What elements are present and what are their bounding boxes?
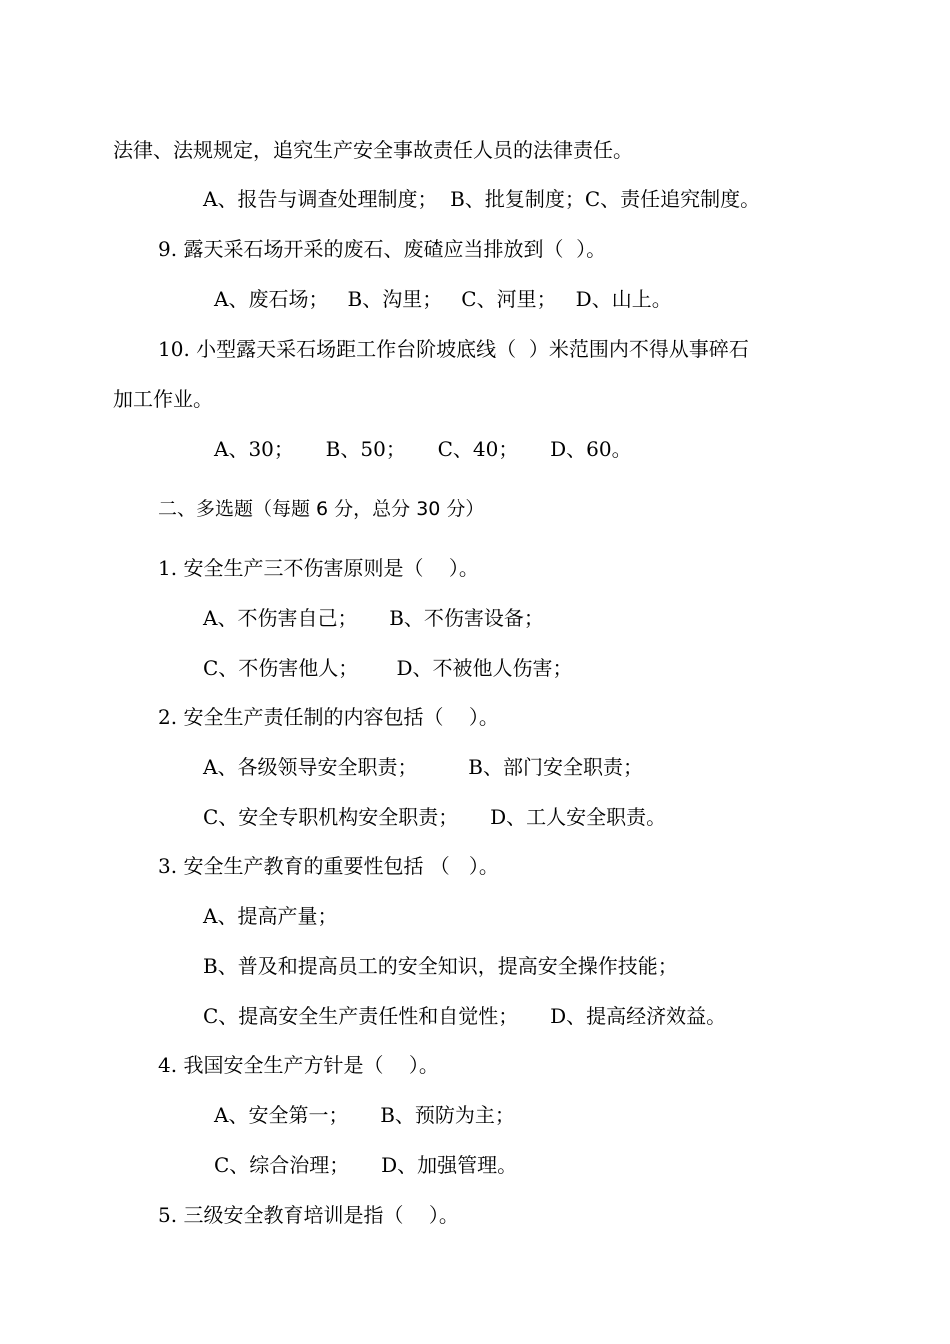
question-line: 5. 三级安全教育培训是指（ ）。 [158, 1203, 459, 1227]
option-line: A、废石场； B、沟里； C、河里； D、山上。 [214, 287, 672, 311]
option-line: A、提高产量； [203, 904, 338, 928]
option-line: C、安全专职机构安全职责； D、工人安全职责。 [203, 805, 667, 829]
question-line: 3. 安全生产教育的重要性包括 （ ）。 [158, 854, 499, 878]
question-line: 2. 安全生产责任制的内容包括（ ）。 [158, 705, 499, 729]
question-line: 1. 安全生产三不伤害原则是（ ）。 [158, 556, 479, 580]
option-line: C、不伤害他人； D、不被他人伤害； [203, 656, 573, 680]
question-line: 4. 我国安全生产方针是（ ）。 [158, 1053, 439, 1077]
option-line: A、安全第一； B、预防为主； [214, 1103, 515, 1127]
question-line: 10. 小型露天采石场距工作台阶坡底线（ ）米范围内不得从事碎石 [158, 337, 749, 361]
option-line: B、普及和提高员工的安全知识，提高安全操作技能； [203, 954, 678, 978]
option-line: A、报告与调查处理制度； B、批复制度；C、责任追究制度。 [203, 187, 761, 211]
text-line: 法律、法规规定，追究生产安全事故责任人员的法律责任。 [113, 138, 633, 162]
option-line: A、不伤害自己； B、不伤害设备； [203, 606, 544, 630]
text-line: 加工作业。 [113, 387, 213, 411]
option-line: C、综合治理； D、加强管理。 [214, 1153, 518, 1177]
option-line: A、30； B、50； C、40； D、60。 [214, 437, 632, 461]
option-line: A、各级领导安全职责； B、部门安全职责； [203, 755, 643, 779]
option-line: C、提高安全生产责任性和自觉性； D、提高经济效益。 [203, 1004, 727, 1028]
section-heading: 二、多选题（每题 6 分，总分 30 分） [158, 498, 485, 520]
question-line: 9. 露天采石场开采的废石、废碴应当排放到（ ）。 [158, 237, 607, 261]
